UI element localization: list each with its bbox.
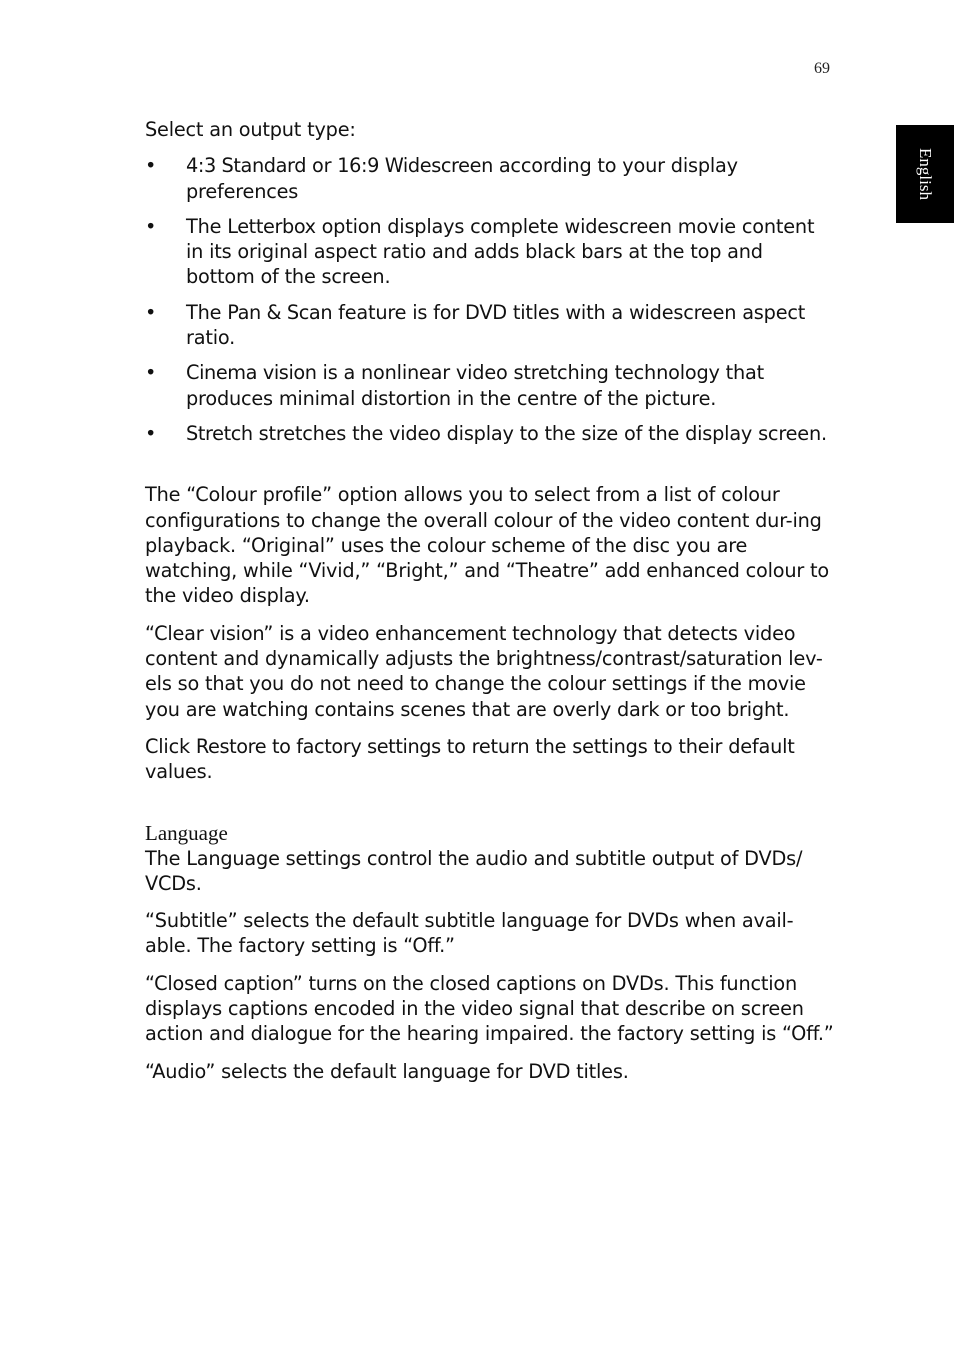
list-text: The — [186, 300, 228, 324]
term: Letterbox — [227, 214, 316, 238]
list-text: option displays complete widescreen movie content in its original aspect ratio and adds black bars at the top and bottom of the screen. — [186, 214, 815, 289]
colour-profile-paragraph: The “Colour profile” option allows you to select from a list of colour configurations to change the overall colour of the video content dur-ing playback. “Original” uses the colour scheme of the disc you are watching, while “Vivid,” “Bright,” and “Theatre” add enhanced colour to the video display. — [145, 483, 829, 608]
list-text: is a nonlinear video stretching technology that produces minimal distortion in the centre of the picture. — [186, 361, 764, 410]
clear-vision-paragraph: “Clear vision” is a video enhancement technology that detects video content and dynamically adjusts the brightness/contrast/saturation lev-els so that you do not need to change the colour settings if the movie you are watching contains scenes that are overly dark or too bright. — [145, 621, 823, 721]
list-item — [145, 360, 835, 411]
list-item — [145, 300, 835, 351]
language-intro-paragraph: The Language settings control the audio and subtitle output of DVDs/ VCDs. — [145, 846, 803, 895]
list-text: according to your display preferences — [186, 154, 738, 203]
list-text: The — [186, 214, 228, 238]
output-type-list — [145, 153, 835, 446]
output-type-intro: Select an output type: — [145, 118, 356, 141]
list-item — [145, 214, 835, 290]
paragraph-text: to return the settings to their default values. — [145, 734, 795, 784]
page-number: 69 — [814, 60, 830, 77]
term: Restore to factory settings — [195, 734, 441, 758]
term: Stretch — [186, 421, 253, 445]
language-heading: Language — [145, 820, 228, 845]
term: Pan & Scan — [227, 300, 333, 324]
term: 16:9 Widescreen — [337, 154, 493, 178]
closed-caption-paragraph: “Closed caption” turns on the closed captions on DVDs. This function displays captions encoded in the video signal that describe on screen action and dialogue for the hearing impaired. the factory setting is “Off.” — [145, 971, 834, 1046]
audio-paragraph: “Audio” selects the default language for DVD titles. — [145, 1059, 629, 1083]
restore-paragraph — [145, 734, 835, 785]
list-text: or — [306, 154, 338, 178]
list-item — [145, 421, 835, 446]
subtitle-paragraph: “Subtitle” selects the default subtitle language for DVDs when avail-able. The factory setting is “Off.” — [145, 909, 794, 958]
term: Cinema vision — [186, 361, 317, 385]
page-content — [145, 117, 835, 1096]
language-side-tab-label: English — [916, 148, 935, 200]
list-text: feature is for DVD titles with a widescreen aspect ratio. — [186, 300, 806, 350]
language-side-tab — [896, 125, 954, 223]
list-item — [145, 153, 835, 204]
paragraph-text: Click — [145, 734, 196, 758]
term: 4:3 Standard — [186, 154, 307, 178]
list-text: stretches the video display to the size of the display screen. — [252, 421, 827, 445]
